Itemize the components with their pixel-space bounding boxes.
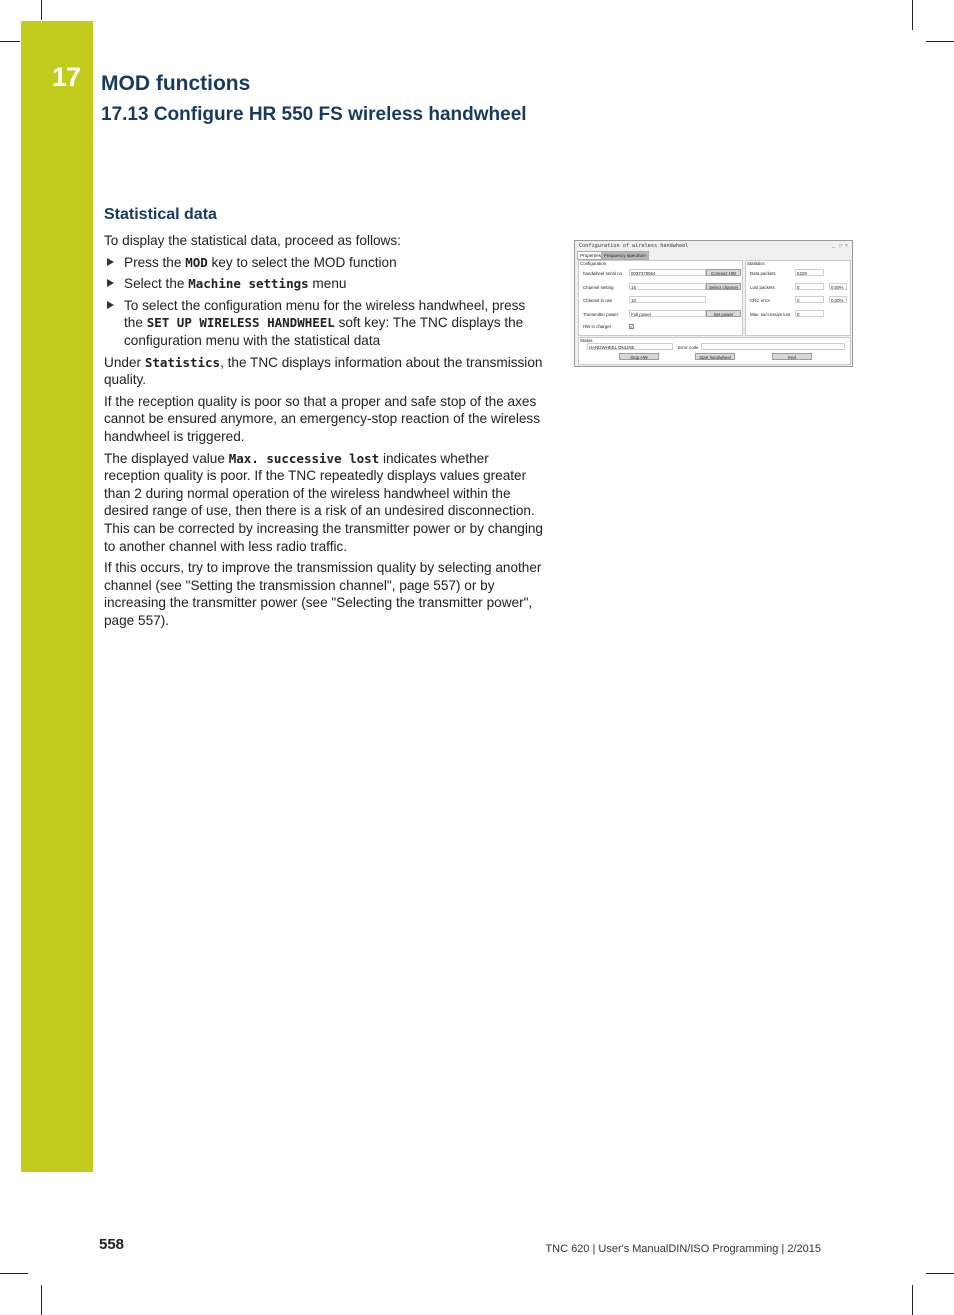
crop-mark — [41, 0, 42, 20]
crop-mark — [0, 1273, 28, 1274]
paragraph-reception: If the reception quality is poor so that a proper and safe stop of the axes cannot be ensured anymore, an emergency-stop reaction of the wireless handwheel is triggered. — [104, 393, 540, 444]
crop-mark — [0, 41, 20, 42]
crop-mark — [926, 41, 954, 42]
step-2: Select the Machine settings menu — [104, 275, 544, 293]
statistics-label: Statistics — [747, 261, 765, 266]
step-arrow-icon — [107, 279, 114, 287]
tab-properties[interactable]: Properties — [577, 251, 604, 260]
paragraph-statistics: Under Statistics, the TNC displays information about the transmission quality. — [104, 354, 543, 388]
transmitter-power-field: Full power — [629, 310, 706, 317]
chapter-sidebar — [21, 21, 93, 1172]
body-text — [104, 232, 544, 633]
paragraph-improve: If this occurs, try to improve the transmission quality by selecting another channel (see "Setting the transmission channel", page 557) or by increasing the transmitter power (see "Selecting the transmitter power", page 557). — [104, 560, 542, 628]
tab-frequency-spectrum[interactable]: Frequency spectrum — [601, 251, 649, 260]
intro-paragraph: To display the statistical data, proceed as follows: — [104, 233, 401, 248]
lost-packets-percent: 0.00% — [829, 283, 847, 290]
select-channel-button[interactable]: Select channel — [706, 283, 741, 290]
channel-setting-field: 16 — [629, 283, 706, 290]
close-icon[interactable]: × — [845, 243, 848, 249]
status-field: HANDWHEEL ONLINE — [587, 343, 673, 350]
crc-error-field: 0 — [795, 296, 824, 303]
crc-error-percent: 0.00% — [829, 296, 847, 303]
channel-in-use-field: 10 — [629, 296, 706, 303]
max-successive-lost-field: 0 — [795, 310, 824, 317]
crop-mark — [926, 1273, 954, 1274]
connect-hw-button[interactable]: Connect HW — [706, 269, 741, 276]
crop-mark — [41, 1285, 42, 1315]
chapter-title: MOD functions — [101, 72, 251, 95]
page-number: 558 — [99, 1236, 125, 1253]
step-arrow-icon — [107, 301, 114, 309]
section-title: 17.13 Configure HR 550 FS wireless handwheel — [101, 104, 527, 125]
error-code-field — [701, 343, 845, 350]
status-label: Status — [580, 338, 593, 343]
step-arrow-icon — [107, 258, 114, 266]
crop-mark — [912, 1285, 913, 1315]
configuration-label: Configuration — [580, 261, 607, 266]
serial-field: 0037478964 — [629, 269, 706, 276]
lost-packets-field: 0 — [795, 283, 824, 290]
footer-text: TNC 620 | User's ManualDIN/ISO Programming | 2/2015 — [545, 1243, 821, 1255]
paragraph-max-lost: The displayed value Max. successive lost indicates whether reception quality is poor. If the TNC repeatedly displays values greater than 2 during normal operation of the wireless handwheel within the desired range of use, then there is a risk of an undesired disconnection. This can be corrected by increasing the transmitter power or by changing to another channel with less radio traffic. — [104, 450, 543, 554]
key-mod: MOD — [185, 254, 208, 270]
stop-hw-button[interactable]: Stop HW — [619, 353, 659, 360]
hw-in-charger-checkbox[interactable]: ✓ — [630, 324, 634, 329]
maximize-icon[interactable]: □ — [839, 243, 843, 249]
crop-mark — [912, 0, 913, 30]
step-1: Press the MOD key to select the MOD function — [104, 254, 544, 272]
start-handwheel-button[interactable]: Start handwheel — [695, 353, 735, 360]
softkey-setup-wireless: SET UP WIRELESS HANDWHEEL — [146, 315, 335, 331]
dialog-title: Configuration of wireless handwheel — [579, 243, 689, 249]
set-power-button[interactable]: Set power — [706, 310, 741, 317]
step-3: To select the configuration menu for the wireless handwheel, press the SET UP WIRELESS HANDWHEEL soft key: The TNC displays the configuration menu with the statistical data — [104, 297, 544, 350]
subsection-heading: Statistical data — [104, 206, 217, 223]
data-packets-field: 5228 — [795, 269, 824, 276]
key-machine-settings: Machine settings — [188, 276, 309, 292]
chapter-number: 17 — [52, 62, 81, 92]
wireless-handwheel-dialog: Configuration of wireless handwheel _ □ × Properties Frequency spectrum Configuration handwheel serial no. 0037478964 Connect HW Channel setting 16 Select channel Channel in use 10 Transmitter power Full power Set power HW in charger ✓ Statistics Data packets 5228 Lost packets 0 0.00% CRC error 0 0.00% Max. successive lost 0 Status HANDWHEEL ONLINE Error code Stop HW Start handwheel End — [574, 240, 853, 367]
minimize-icon[interactable]: _ — [832, 243, 835, 249]
end-button[interactable]: End — [772, 353, 812, 360]
